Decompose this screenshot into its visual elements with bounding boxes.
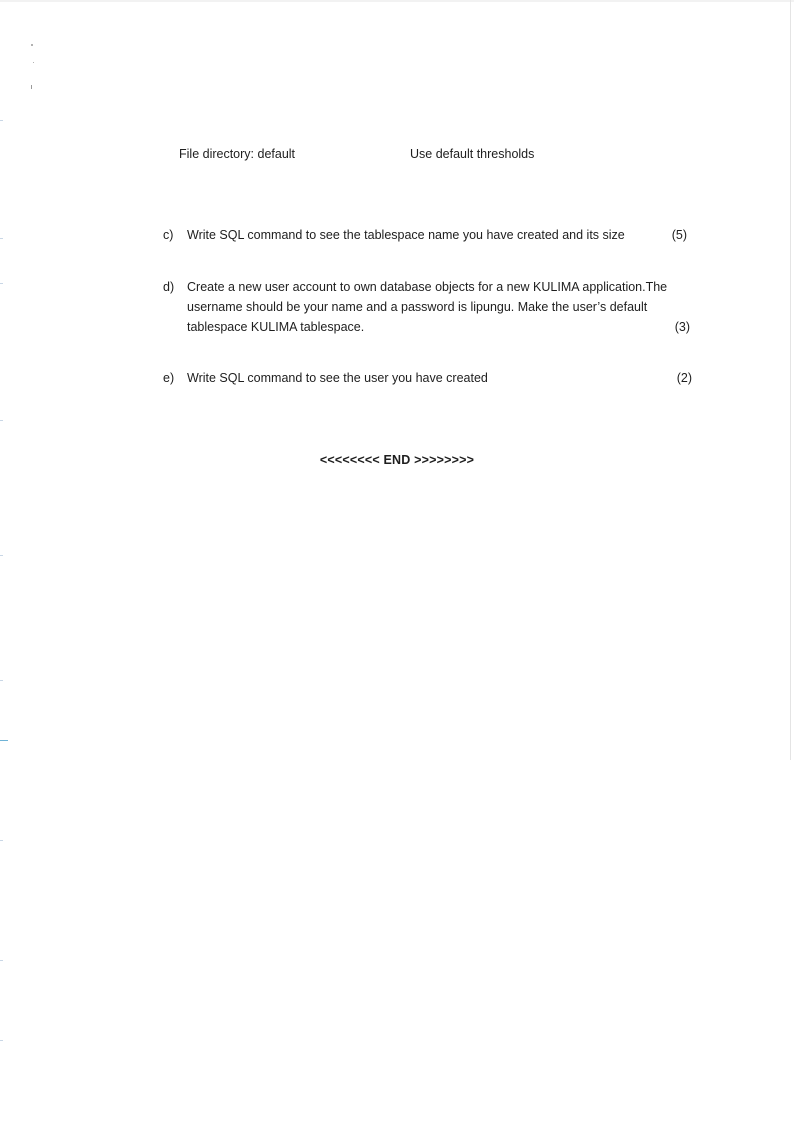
scan-speck — [31, 44, 33, 46]
scan-speck — [33, 62, 34, 63]
scan-left-edge-artifacts — [0, 0, 6, 1123]
scan-edge-right — [790, 0, 791, 760]
question-marks: (5) — [671, 228, 687, 242]
question-c — [163, 225, 695, 245]
file-directory-text: File directory: default — [179, 147, 296, 161]
question-letter: d) — [163, 280, 175, 294]
question-e — [163, 368, 695, 388]
question-text-line: Create a new user account to own database objects for a new KULIMA application.The — [187, 280, 668, 294]
question-marks: (2) — [676, 371, 692, 385]
question-text: Write SQL command to see the user you have created — [187, 371, 488, 385]
question-letter: e) — [163, 371, 175, 385]
question-d — [163, 277, 695, 339]
scan-edge-top — [0, 0, 794, 2]
thresholds-text: Use default thresholds — [410, 147, 535, 161]
end-marker: <<<<<<<< END >>>>>>>> — [319, 453, 475, 467]
scan-speck — [31, 85, 32, 89]
question-text: Write SQL command to see the tablespace name you have created and its size — [187, 228, 625, 242]
question-text-line: username should be your name and a password is lipungu. Make the user’s default — [187, 300, 648, 314]
question-text-line: tablespace KULIMA tablespace. — [187, 320, 365, 334]
question-text — [187, 277, 692, 337]
question-letter: c) — [163, 228, 174, 242]
question-marks: (3) — [674, 320, 690, 334]
